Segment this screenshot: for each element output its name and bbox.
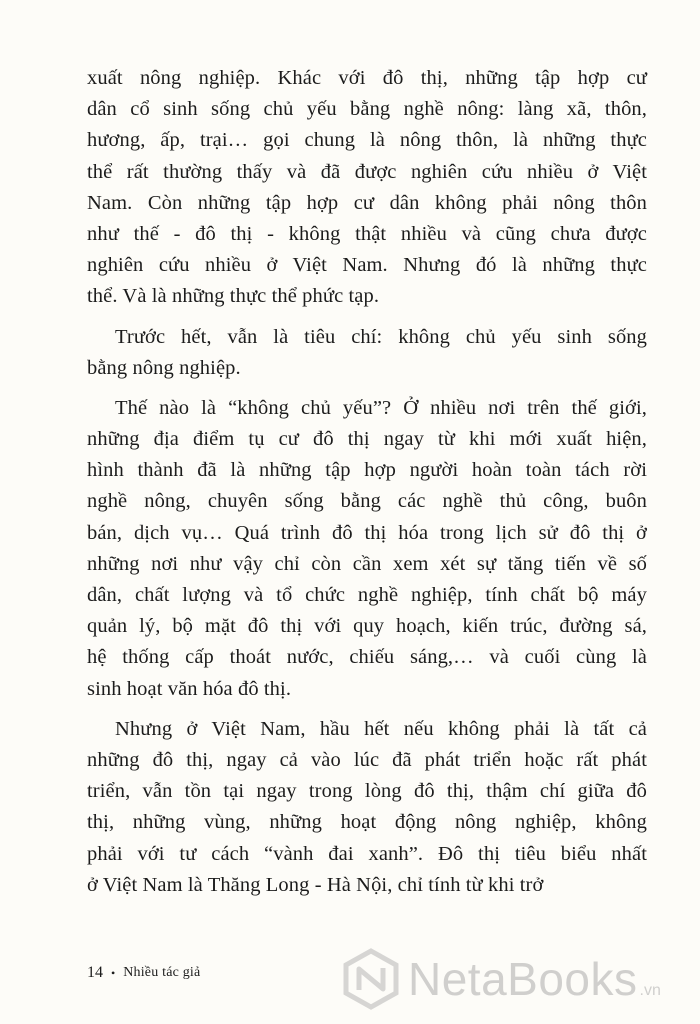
text-line: Nhưng ở Việt Nam, hầu hết nếu không phải là tất cả [115, 717, 647, 740]
text-line: Nam. Còn những tập hợp cư dân không phải nông thôn [87, 191, 647, 214]
text-line: sinh hoạt văn hóa đô thị. [87, 677, 292, 700]
text-line: thể. Và là những thực thể phức tạp. [87, 285, 380, 308]
text-line: nghề nông, chuyên sống bằng các nghề thủ công, buôn [87, 490, 647, 513]
text-line: nghiên cứu nhiều ở Việt Nam. Nhưng đó là những thực [87, 254, 647, 277]
body-text [87, 63, 647, 901]
paragraph-gap [87, 384, 647, 393]
text-line: dân cổ sinh sống chủ yếu bằng nghề nông: làng xã, thôn, [87, 98, 647, 121]
watermark-brand: NetaBooks [408, 953, 638, 1005]
text-line: Trước hết, vẫn là tiêu chí: không chủ yếu sinh sống [115, 325, 647, 348]
text-line: hình thành đã là những tập hợp người hoàn toàn tách rời [87, 459, 647, 482]
text-line: bằng nông nghiệp. [87, 356, 241, 379]
paragraph-gap [87, 705, 647, 714]
watermark [340, 948, 661, 1010]
paragraph [87, 322, 647, 384]
paragraph-gap [87, 313, 647, 322]
text-line: những địa điểm tụ cư đô thị ngay từ khi mới xuất hiện, [87, 428, 647, 451]
text-line: ở Việt Nam là Thăng Long - Hà Nội, chỉ tính từ khi trở [87, 873, 544, 896]
text-line: hương, ấp, trại… gọi chung là nông thôn, là những thực [87, 129, 647, 152]
text-line: thể rất thường thấy và đã được nghiên cứu nhiều ở Việt [87, 160, 647, 183]
footer-author: Nhiều tác giả [123, 965, 201, 980]
text-line: bán, dịch vụ… Quá trình đô thị hóa trong lịch sử đô thị ở [87, 521, 647, 544]
text-line: xuất nông nghiệp. Khác với đô thị, những tập hợp cư [87, 67, 647, 89]
paragraph [87, 63, 647, 313]
text-line: dân, chất lượng và tổ chức nghề nghiệp, tính chất bộ máy [87, 584, 647, 606]
paragraph [87, 714, 647, 901]
text-line: quản lý, bộ mặt đô thị với quy hoạch, kiến trúc, đường sá, [87, 615, 647, 638]
text-line: triển, vẫn tồn tại ngay trong lòng đô thị, thậm chí giữa đô [87, 780, 647, 803]
footer-bullet: • [111, 965, 116, 980]
text-line: như thế - đô thị - không thật nhiều và cũng chưa được [87, 222, 647, 245]
text-line: Thế nào là “không chủ yếu”? Ở nhiều nơi trên thế giới, [115, 396, 647, 419]
text-line: hệ thống cấp thoát nước, chiếu sáng,… và cuối cùng là [87, 646, 647, 669]
netabooks-logo-icon [340, 948, 402, 1010]
page-number: 14 [87, 964, 103, 981]
text-line: những đô thị, ngay cả vào lúc đã phát triển hoặc rất phát [87, 748, 647, 771]
watermark-domain: .vn [639, 982, 661, 999]
text-line: phải với tư cách “vành đai xanh”. Đô thị tiêu biểu nhất [87, 842, 647, 865]
text-line: thị, những vùng, những hoạt động nông nghiệp, không [87, 811, 647, 834]
text-line: những nơi như vậy chỉ còn cần xem xét sự tăng tiến về số [87, 552, 647, 575]
page-footer [87, 964, 200, 982]
paragraph [87, 393, 647, 705]
